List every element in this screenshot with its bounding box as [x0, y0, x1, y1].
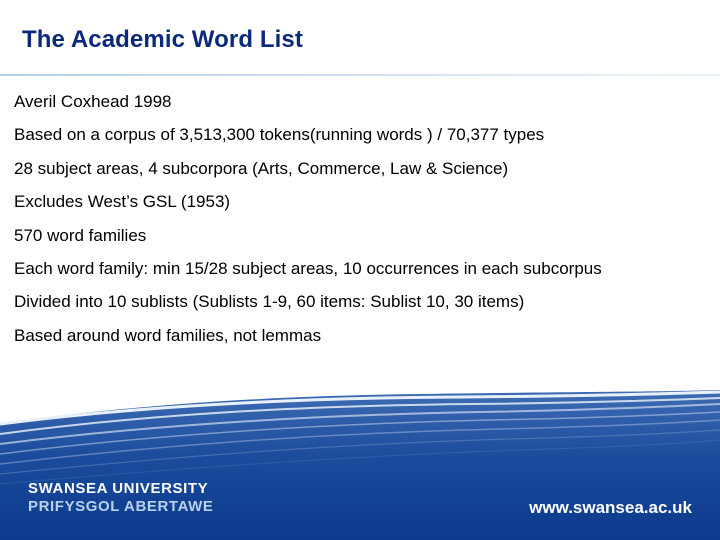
- university-logo: [28, 480, 214, 516]
- bullet-item: Averil Coxhead 1998: [14, 92, 172, 111]
- bullet-item: Based on a corpus of 3,513,300 tokens(running words ) / 70,377 types: [14, 125, 545, 145]
- university-name-welsh: PRIFYSGOL ABERTAWE: [28, 498, 214, 515]
- bullet-item: Excludes West’s GSL (1953): [14, 192, 231, 212]
- footer-banner: [0, 384, 720, 540]
- bullet-item: Divided into 10 sublists (Sublists 1-9, 60 items: Sublist 10, 30 items): [14, 292, 525, 312]
- bullet-item: 570 word families: [14, 225, 147, 245]
- bullet-item: Based around word families, not lemmas: [14, 325, 322, 345]
- bullet-item: 28 subject areas, 4 subcorpora (Arts, Commerce, Law & Science): [14, 158, 509, 178]
- title-divider: [0, 74, 720, 76]
- bullet-item: Each word family: min 15/28 subject areas, 10 occurrences in each subcorpus: [14, 258, 602, 278]
- bullet-list: [14, 92, 602, 359]
- website-url: www.swansea.ac.uk: [529, 498, 692, 517]
- slide-title: The Academic Word List: [22, 26, 303, 53]
- university-name: SWANSEA UNIVERSITY: [28, 480, 209, 497]
